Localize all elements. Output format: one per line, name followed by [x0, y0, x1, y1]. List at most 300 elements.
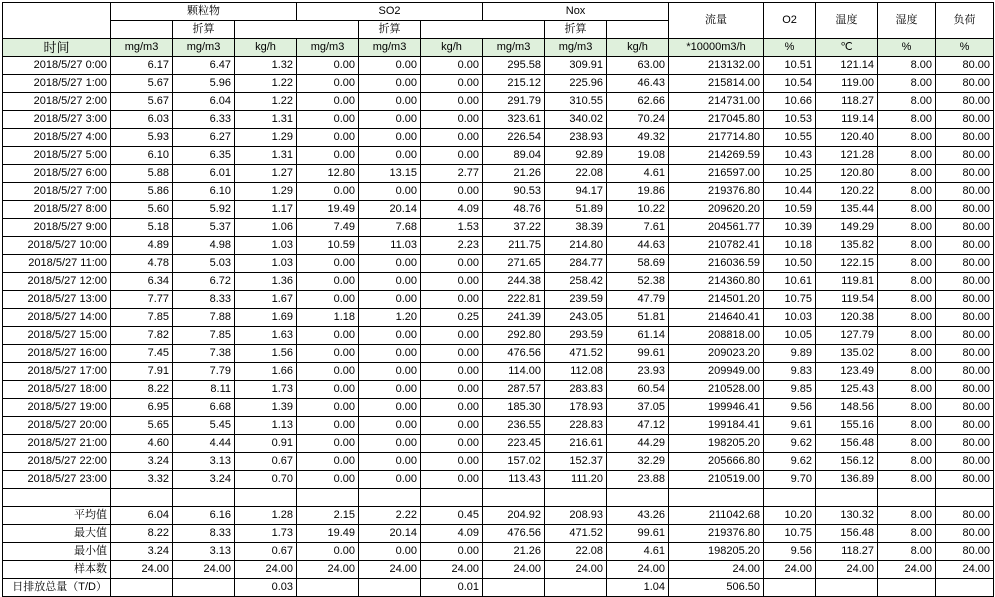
- cell-value: 1.53: [421, 219, 483, 237]
- blank-cell: [936, 489, 994, 507]
- cell-value: 0.00: [421, 183, 483, 201]
- cell-value: 49.32: [607, 129, 669, 147]
- cell-time: 2018/5/27 14:00: [3, 309, 111, 327]
- cell-value: 3.13: [173, 453, 235, 471]
- summary-label: 样本数: [3, 561, 111, 579]
- cell-value: 5.86: [111, 183, 173, 201]
- cell-value: 120.22: [816, 183, 878, 201]
- summary-value: 4.09: [421, 525, 483, 543]
- cell-value: 0.00: [297, 453, 359, 471]
- cell-value: 47.79: [607, 291, 669, 309]
- summary-label: 最大值: [3, 525, 111, 543]
- cell-value: 214640.41: [669, 309, 764, 327]
- cell-value: 60.54: [607, 381, 669, 399]
- cell-value: 214269.59: [669, 147, 764, 165]
- cell-value: 61.14: [607, 327, 669, 345]
- summary-value: 24.00: [235, 561, 297, 579]
- summary-label: 平均值: [3, 507, 111, 525]
- table-row: [3, 327, 994, 345]
- cell-value: 125.43: [816, 381, 878, 399]
- cell-value: 92.89: [545, 147, 607, 165]
- unit-cell: mg/m3: [545, 39, 607, 57]
- cell-time: 2018/5/27 18:00: [3, 381, 111, 399]
- cell-value: 0.00: [359, 363, 421, 381]
- cell-value: 199184.41: [669, 417, 764, 435]
- cell-value: 21.26: [483, 165, 545, 183]
- summary-value: 2.15: [297, 507, 359, 525]
- cell-value: 2.77: [421, 165, 483, 183]
- cell-value: 216036.59: [669, 255, 764, 273]
- summary-value: 0.00: [297, 543, 359, 561]
- cell-value: 6.72: [173, 273, 235, 291]
- sub-nox-blank: [483, 21, 545, 39]
- cell-value: 228.83: [545, 417, 607, 435]
- cell-value: 0.00: [359, 93, 421, 111]
- summary-value: 24.00: [669, 561, 764, 579]
- cell-value: 0.00: [421, 291, 483, 309]
- cell-value: 4.44: [173, 435, 235, 453]
- table-row: [3, 183, 994, 201]
- cell-value: 10.54: [764, 75, 816, 93]
- summary-value: 99.61: [607, 525, 669, 543]
- cell-value: 121.14: [816, 57, 878, 75]
- cell-value: 0.00: [297, 255, 359, 273]
- summary-value: 6.04: [111, 507, 173, 525]
- daily-total-value: [173, 579, 235, 597]
- cell-value: 10.39: [764, 219, 816, 237]
- cell-value: 123.49: [816, 363, 878, 381]
- table-row: [3, 165, 994, 183]
- cell-value: 0.00: [359, 111, 421, 129]
- cell-value: 8.00: [878, 165, 936, 183]
- cell-value: 226.54: [483, 129, 545, 147]
- cell-value: 3.32: [111, 471, 173, 489]
- cell-value: 6.95: [111, 399, 173, 417]
- cell-time: 2018/5/27 19:00: [3, 399, 111, 417]
- header-time-corner: [3, 3, 111, 39]
- cell-value: 8.00: [878, 147, 936, 165]
- cell-value: 7.85: [173, 327, 235, 345]
- cell-value: 284.77: [545, 255, 607, 273]
- cell-value: 136.89: [816, 471, 878, 489]
- unit-cell: kg/h: [607, 39, 669, 57]
- cell-value: 0.00: [421, 75, 483, 93]
- cell-value: 80.00: [936, 273, 994, 291]
- summary-row: [3, 507, 994, 525]
- cell-value: 0.00: [421, 111, 483, 129]
- table-row: [3, 363, 994, 381]
- blank-cell: [545, 489, 607, 507]
- cell-value: 8.00: [878, 309, 936, 327]
- cell-value: 5.65: [111, 417, 173, 435]
- cell-value: 13.15: [359, 165, 421, 183]
- cell-value: 0.00: [359, 255, 421, 273]
- summary-value: 24.00: [607, 561, 669, 579]
- table-row: [3, 435, 994, 453]
- cell-value: 225.96: [545, 75, 607, 93]
- cell-value: 1.39: [235, 399, 297, 417]
- cell-value: 80.00: [936, 75, 994, 93]
- blank-cell: [3, 489, 111, 507]
- cell-value: 5.67: [111, 93, 173, 111]
- unit-cell: mg/m3: [483, 39, 545, 57]
- cell-value: 51.81: [607, 309, 669, 327]
- cell-value: 9.85: [764, 381, 816, 399]
- cell-value: 0.00: [359, 471, 421, 489]
- cell-value: 0.00: [297, 435, 359, 453]
- summary-value: 8.00: [878, 507, 936, 525]
- cell-value: 476.56: [483, 345, 545, 363]
- cell-value: 0.00: [421, 453, 483, 471]
- cell-value: 7.38: [173, 345, 235, 363]
- cell-value: 10.44: [764, 183, 816, 201]
- cell-time: 2018/5/27 1:00: [3, 75, 111, 93]
- cell-value: 7.79: [173, 363, 235, 381]
- cell-value: 209023.20: [669, 345, 764, 363]
- cell-value: 148.56: [816, 399, 878, 417]
- header-group-temperature: 温度: [816, 3, 878, 39]
- table-row: [3, 147, 994, 165]
- cell-value: 0.00: [421, 417, 483, 435]
- cell-value: 239.59: [545, 291, 607, 309]
- cell-value: 8.00: [878, 273, 936, 291]
- cell-value: 8.22: [111, 381, 173, 399]
- summary-value: 3.13: [173, 543, 235, 561]
- cell-value: 47.12: [607, 417, 669, 435]
- blank-cell: [816, 489, 878, 507]
- summary-value: 24.00: [816, 561, 878, 579]
- cell-time: 2018/5/27 2:00: [3, 93, 111, 111]
- cell-value: 111.20: [545, 471, 607, 489]
- cell-value: 70.24: [607, 111, 669, 129]
- cell-value: 291.79: [483, 93, 545, 111]
- table-row: [3, 57, 994, 75]
- summary-value: 0.00: [421, 543, 483, 561]
- daily-total-value: 0.03: [235, 579, 297, 597]
- cell-value: 8.00: [878, 57, 936, 75]
- cell-value: 4.89: [111, 237, 173, 255]
- table-row: [3, 345, 994, 363]
- cell-value: 80.00: [936, 219, 994, 237]
- cell-value: 5.96: [173, 75, 235, 93]
- table-row: [3, 399, 994, 417]
- cell-value: 236.55: [483, 417, 545, 435]
- cell-value: 44.29: [607, 435, 669, 453]
- cell-value: 6.35: [173, 147, 235, 165]
- sub-particulate-blank: [111, 21, 173, 39]
- cell-value: 217714.80: [669, 129, 764, 147]
- cell-value: 8.33: [173, 291, 235, 309]
- cell-value: 156.12: [816, 453, 878, 471]
- cell-value: 0.00: [359, 147, 421, 165]
- summary-value: 8.33: [173, 525, 235, 543]
- cell-time: 2018/5/27 22:00: [3, 453, 111, 471]
- cell-value: 80.00: [936, 345, 994, 363]
- cell-value: 1.67: [235, 291, 297, 309]
- cell-value: 223.45: [483, 435, 545, 453]
- cell-value: 8.00: [878, 75, 936, 93]
- cell-value: 8.00: [878, 219, 936, 237]
- summary-value: 204.92: [483, 507, 545, 525]
- summary-value: 8.00: [878, 543, 936, 561]
- cell-value: 119.54: [816, 291, 878, 309]
- daily-total-value: [297, 579, 359, 597]
- cell-value: 6.17: [111, 57, 173, 75]
- cell-value: 80.00: [936, 399, 994, 417]
- cell-value: 0.00: [421, 255, 483, 273]
- cell-value: 8.00: [878, 129, 936, 147]
- table-row: [3, 111, 994, 129]
- cell-value: 214731.00: [669, 93, 764, 111]
- cell-time: 2018/5/27 9:00: [3, 219, 111, 237]
- cell-value: 135.02: [816, 345, 878, 363]
- emissions-data-table: [2, 2, 994, 597]
- cell-value: 23.88: [607, 471, 669, 489]
- cell-value: 10.03: [764, 309, 816, 327]
- summary-value: 219376.80: [669, 525, 764, 543]
- blank-cell: [297, 489, 359, 507]
- cell-value: 2.23: [421, 237, 483, 255]
- cell-value: 8.00: [878, 417, 936, 435]
- cell-value: 198205.20: [669, 435, 764, 453]
- unit-cell: %: [764, 39, 816, 57]
- cell-value: 80.00: [936, 201, 994, 219]
- table-row: [3, 75, 994, 93]
- table-body: [3, 39, 994, 597]
- table-row: [3, 201, 994, 219]
- cell-value: 8.00: [878, 399, 936, 417]
- cell-value: 10.51: [764, 57, 816, 75]
- cell-value: 4.60: [111, 435, 173, 453]
- blank-cell: [878, 489, 936, 507]
- daily-total-row: [3, 579, 994, 597]
- unit-cell: kg/h: [235, 39, 297, 57]
- cell-value: 120.80: [816, 165, 878, 183]
- cell-value: 80.00: [936, 255, 994, 273]
- cell-value: 156.48: [816, 435, 878, 453]
- table-row: [3, 453, 994, 471]
- summary-value: 22.08: [545, 543, 607, 561]
- cell-value: 6.27: [173, 129, 235, 147]
- cell-value: 219376.80: [669, 183, 764, 201]
- cell-value: 8.00: [878, 381, 936, 399]
- cell-value: 1.22: [235, 93, 297, 111]
- cell-value: 340.02: [545, 111, 607, 129]
- summary-value: 24.00: [764, 561, 816, 579]
- cell-value: 62.66: [607, 93, 669, 111]
- cell-value: 8.00: [878, 453, 936, 471]
- cell-value: 0.00: [421, 273, 483, 291]
- cell-value: 214.80: [545, 237, 607, 255]
- cell-value: 99.61: [607, 345, 669, 363]
- cell-value: 113.43: [483, 471, 545, 489]
- cell-value: 149.29: [816, 219, 878, 237]
- cell-value: 0.00: [421, 363, 483, 381]
- cell-value: 10.50: [764, 255, 816, 273]
- cell-value: 12.80: [297, 165, 359, 183]
- cell-value: 0.00: [297, 273, 359, 291]
- cell-value: 8.00: [878, 201, 936, 219]
- cell-value: 80.00: [936, 453, 994, 471]
- cell-value: 0.00: [421, 435, 483, 453]
- cell-value: 0.00: [359, 435, 421, 453]
- cell-value: 0.00: [297, 399, 359, 417]
- cell-time: 2018/5/27 11:00: [3, 255, 111, 273]
- cell-value: 213132.00: [669, 57, 764, 75]
- cell-value: 0.00: [297, 93, 359, 111]
- sub-nox-blank2: [607, 21, 669, 39]
- cell-value: 80.00: [936, 93, 994, 111]
- cell-value: 1.17: [235, 201, 297, 219]
- cell-value: 210528.00: [669, 381, 764, 399]
- cell-value: 0.00: [297, 57, 359, 75]
- cell-value: 0.00: [297, 381, 359, 399]
- summary-value: 9.56: [764, 543, 816, 561]
- cell-value: 80.00: [936, 309, 994, 327]
- cell-value: 10.55: [764, 129, 816, 147]
- cell-value: 80.00: [936, 111, 994, 129]
- cell-value: 3.24: [173, 471, 235, 489]
- cell-value: 7.77: [111, 291, 173, 309]
- cell-value: 0.91: [235, 435, 297, 453]
- cell-value: 9.62: [764, 435, 816, 453]
- summary-value: 2.22: [359, 507, 421, 525]
- table-row: [3, 219, 994, 237]
- cell-value: 0.67: [235, 453, 297, 471]
- cell-value: 5.67: [111, 75, 173, 93]
- blank-cell: [421, 489, 483, 507]
- summary-value: 10.75: [764, 525, 816, 543]
- cell-value: 80.00: [936, 291, 994, 309]
- cell-value: 112.08: [545, 363, 607, 381]
- cell-value: 8.00: [878, 327, 936, 345]
- daily-total-value: [936, 579, 994, 597]
- cell-value: 5.18: [111, 219, 173, 237]
- cell-value: 0.00: [421, 93, 483, 111]
- blank-cell: [607, 489, 669, 507]
- blank-cell: [235, 489, 297, 507]
- cell-value: 0.00: [359, 57, 421, 75]
- units-row: [3, 39, 994, 57]
- summary-value: 476.56: [483, 525, 545, 543]
- cell-value: 222.81: [483, 291, 545, 309]
- cell-value: 8.00: [878, 237, 936, 255]
- cell-value: 4.61: [607, 165, 669, 183]
- cell-value: 80.00: [936, 165, 994, 183]
- cell-value: 7.88: [173, 309, 235, 327]
- summary-value: 24.00: [297, 561, 359, 579]
- cell-value: 217045.80: [669, 111, 764, 129]
- cell-value: 10.53: [764, 111, 816, 129]
- cell-value: 9.83: [764, 363, 816, 381]
- unit-cell: mg/m3: [297, 39, 359, 57]
- cell-value: 48.76: [483, 201, 545, 219]
- header-group-nox: Nox: [483, 3, 669, 21]
- cell-value: 38.39: [545, 219, 607, 237]
- unit-cell: %: [936, 39, 994, 57]
- cell-time: 2018/5/27 16:00: [3, 345, 111, 363]
- cell-value: 0.00: [359, 273, 421, 291]
- cell-value: 80.00: [936, 381, 994, 399]
- summary-row: [3, 525, 994, 543]
- summary-value: 24.00: [359, 561, 421, 579]
- cell-value: 0.00: [297, 147, 359, 165]
- cell-value: 8.00: [878, 363, 936, 381]
- cell-value: 1.18: [297, 309, 359, 327]
- cell-value: 210519.00: [669, 471, 764, 489]
- unit-cell: mg/m3: [173, 39, 235, 57]
- summary-value: 80.00: [936, 525, 994, 543]
- cell-value: 10.59: [297, 237, 359, 255]
- cell-value: 0.00: [421, 471, 483, 489]
- sub-so2-blank: [297, 21, 359, 39]
- unit-cell: mg/m3: [359, 39, 421, 57]
- cell-value: 10.05: [764, 327, 816, 345]
- header-group-particulate: 颗粒物: [111, 3, 297, 21]
- cell-value: 238.93: [545, 129, 607, 147]
- cell-value: 19.49: [297, 201, 359, 219]
- summary-value: 4.61: [607, 543, 669, 561]
- cell-value: 37.22: [483, 219, 545, 237]
- daily-total-value: 506.50: [669, 579, 764, 597]
- table-row: [3, 237, 994, 255]
- summary-value: 198205.20: [669, 543, 764, 561]
- cell-time: 2018/5/27 3:00: [3, 111, 111, 129]
- cell-value: 58.69: [607, 255, 669, 273]
- cell-value: 1.13: [235, 417, 297, 435]
- cell-value: 287.57: [483, 381, 545, 399]
- cell-value: 5.88: [111, 165, 173, 183]
- cell-value: 118.27: [816, 93, 878, 111]
- cell-value: 7.91: [111, 363, 173, 381]
- cell-value: 0.00: [359, 75, 421, 93]
- cell-value: 1.27: [235, 165, 297, 183]
- table-row: [3, 129, 994, 147]
- cell-value: 9.62: [764, 453, 816, 471]
- daily-total-value: [878, 579, 936, 597]
- cell-value: 120.38: [816, 309, 878, 327]
- table-row: [3, 291, 994, 309]
- table-row: [3, 273, 994, 291]
- cell-value: 1.66: [235, 363, 297, 381]
- cell-value: 1.03: [235, 255, 297, 273]
- cell-value: 4.98: [173, 237, 235, 255]
- summary-value: 8.22: [111, 525, 173, 543]
- summary-label: 最小值: [3, 543, 111, 561]
- header-group-o2: O2: [764, 3, 816, 39]
- cell-value: 19.86: [607, 183, 669, 201]
- cell-value: 9.56: [764, 399, 816, 417]
- cell-value: 10.59: [764, 201, 816, 219]
- cell-value: 10.22: [607, 201, 669, 219]
- cell-value: 8.00: [878, 471, 936, 489]
- cell-value: 7.85: [111, 309, 173, 327]
- summary-value: 156.48: [816, 525, 878, 543]
- cell-value: 6.47: [173, 57, 235, 75]
- cell-value: 7.49: [297, 219, 359, 237]
- cell-value: 80.00: [936, 57, 994, 75]
- cell-time: 2018/5/27 15:00: [3, 327, 111, 345]
- cell-value: 0.00: [421, 327, 483, 345]
- cell-value: 6.03: [111, 111, 173, 129]
- cell-value: 80.00: [936, 147, 994, 165]
- cell-time: 2018/5/27 4:00: [3, 129, 111, 147]
- daily-total-value: [545, 579, 607, 597]
- cell-value: 6.68: [173, 399, 235, 417]
- cell-value: 0.00: [359, 381, 421, 399]
- cell-value: 32.29: [607, 453, 669, 471]
- cell-value: 1.22: [235, 75, 297, 93]
